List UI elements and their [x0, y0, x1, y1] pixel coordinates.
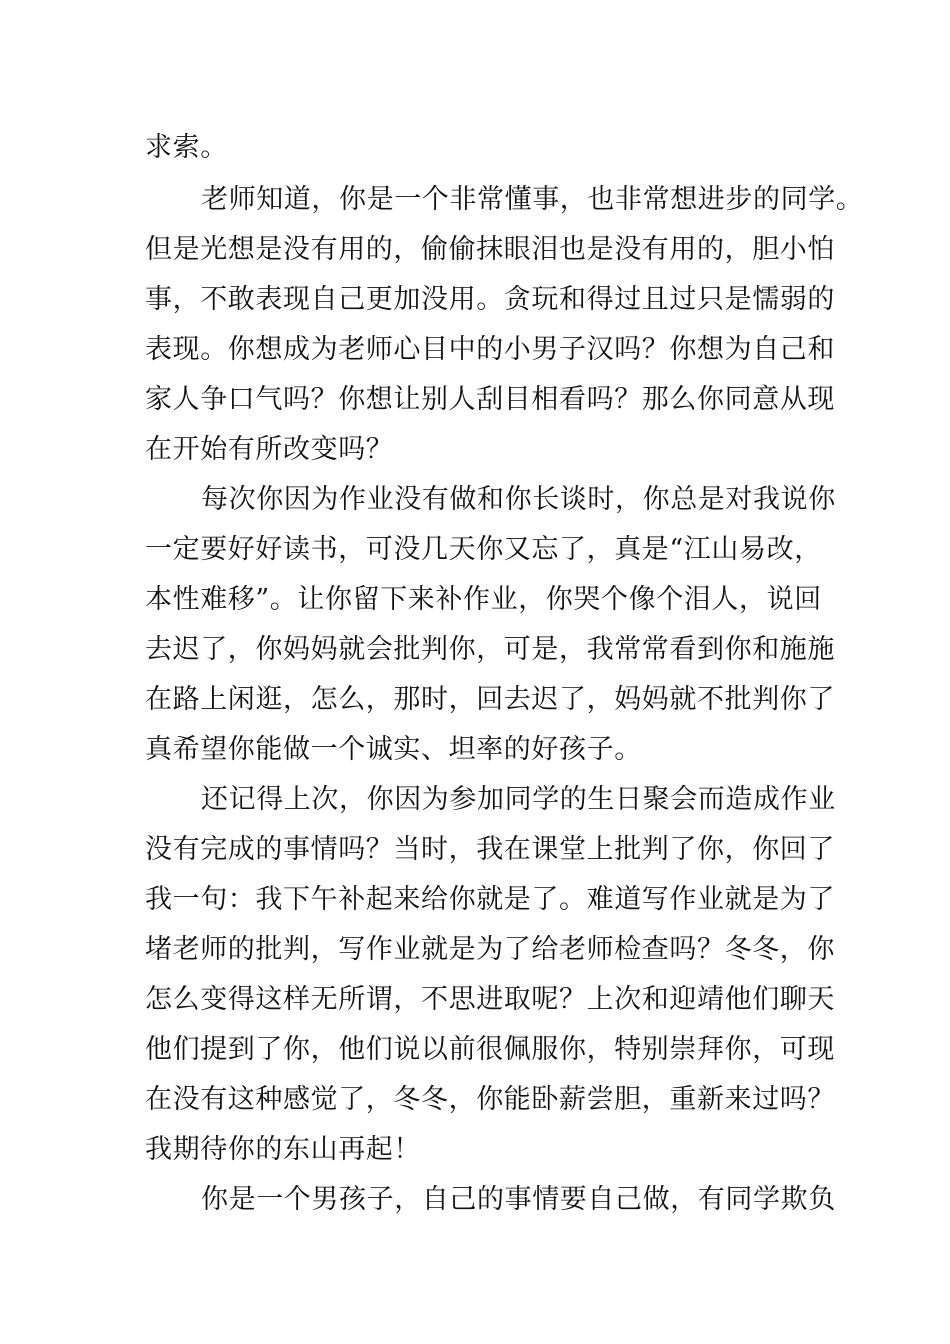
- paragraph-3-line-6: 他们提到了你，他们说以前很佩服你，特别崇拜你，可现: [145, 1034, 835, 1065]
- paragraph-1-line-6: 在开始有所改变吗？: [145, 434, 394, 465]
- paragraph-3-line-8: 我期待你的东山再起！: [145, 1134, 421, 1165]
- paragraph-3-line-5: 怎么变得这样无所谓，不思进取呢？上次和迎靖他们聊天: [145, 984, 835, 1015]
- paragraph-1-line-2: 但是光想是没有用的，偷偷抹眼泪也是没有用的，胆小怕: [145, 234, 835, 265]
- paragraph-3-line-3: 我一句：我下午补起来给你就是了。难道写作业就是为了: [145, 884, 835, 915]
- paragraph-3-line-4: 堵老师的批判，写作业就是为了给老师检查吗？冬冬，你: [145, 934, 835, 965]
- paragraph-2-line-1: 每次你因为作业没有做和你长谈时，你总是对我说你: [201, 484, 836, 515]
- paragraph-2-line-4: 去迟了，你妈妈就会批判你，可是，我常常看到你和施施: [145, 634, 835, 665]
- paragraph-2-line-3: 本性难移”。让你留下来补作业，你哭个像个泪人，说回: [145, 584, 822, 615]
- paragraph-1-line-4: 表现。你想成为老师心目中的小男子汉吗？你想为自己和: [145, 334, 835, 365]
- text-line-1: 求索。: [145, 132, 228, 163]
- paragraph-3-line-2: 没有完成的事情吗？当时，我在课堂上批判了你，你回了: [145, 834, 835, 865]
- paragraph-1-line-1: 老师知道，你是一个非常懂事，也非常想进步的同学。: [201, 184, 864, 215]
- paragraph-3-line-1: 还记得上次，你因为参加同学的生日聚会而造成作业: [201, 784, 836, 815]
- paragraph-1-line-3: 事，不敢表现自己更加没用。贪玩和得过且过只是懦弱的: [145, 284, 835, 315]
- paragraph-1-line-5: 家人争口气吗？你想让别人刮目相看吗？那么你同意从现: [145, 384, 835, 415]
- paragraph-4-line-1: 你是一个男孩子，自己的事情要自己做，有同学欺负: [201, 1184, 836, 1215]
- paragraph-2-line-5: 在路上闲逛，怎么，那时，回去迟了，妈妈就不批判你了: [145, 684, 835, 715]
- paragraph-2-line-6: 真希望你能做一个诚实、坦率的好孩子。: [145, 734, 642, 765]
- paragraph-3-line-7: 在没有这种感觉了，冬冬，你能卧薪尝胆，重新来过吗？: [145, 1084, 835, 1115]
- paragraph-2-line-2: 一定要好好读书，可没几天你又忘了，真是“江山易改，: [145, 534, 822, 565]
